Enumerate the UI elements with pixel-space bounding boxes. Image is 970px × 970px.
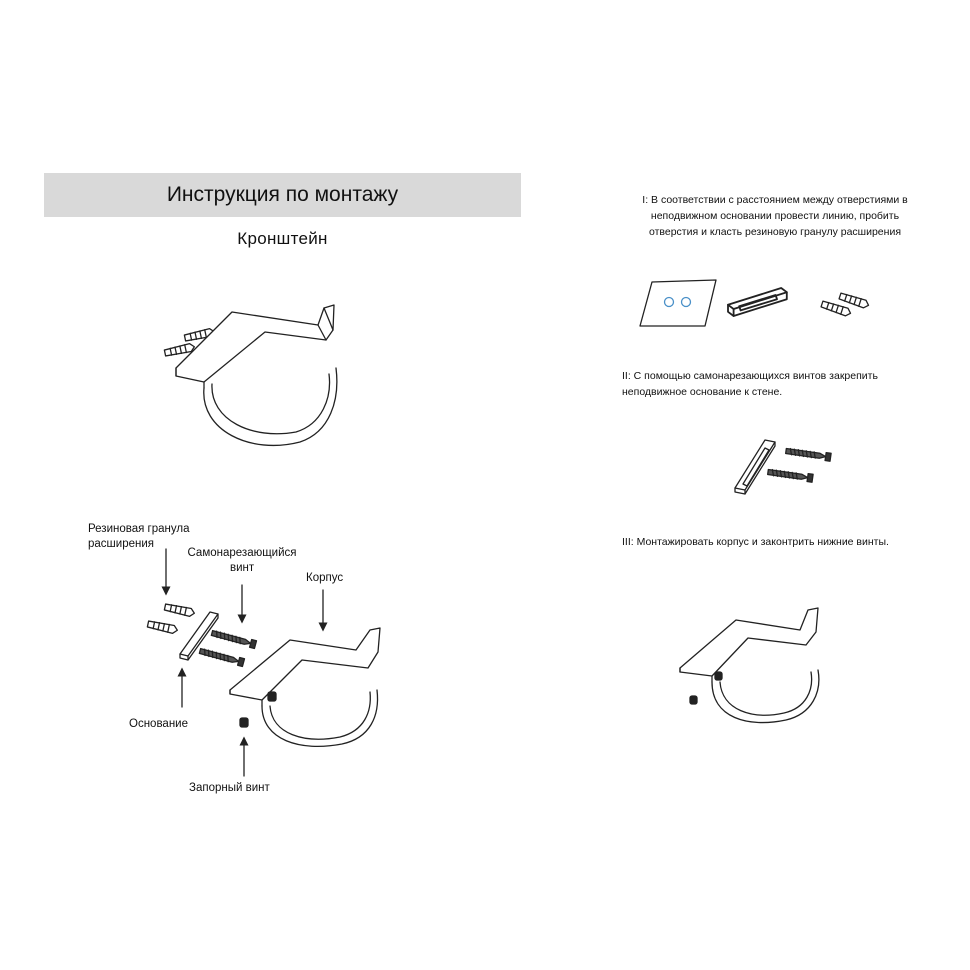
- label-base: Основание: [129, 718, 188, 730]
- label-body: Корпус: [306, 572, 344, 584]
- step-1-line2: неподвижном основании провести линию, пробить: [650, 210, 900, 222]
- exploded-anchor-1: [164, 603, 195, 617]
- step-1-line3: отверстия и класть резиновую гранулу расширения: [648, 226, 901, 238]
- exploded-view-illustration: [147, 549, 380, 776]
- exploded-screw-1: [211, 629, 257, 648]
- step-3-illustration: [680, 608, 819, 723]
- label-rubber-anchor-line2: расширения: [88, 538, 154, 550]
- label-screw-line1: Самонарезающийся: [187, 547, 297, 559]
- page-subtitle: Кронштейн: [237, 229, 328, 248]
- label-rubber-anchor-line1: Резиновая гранула: [88, 523, 190, 535]
- step-2-illustration: [735, 440, 831, 494]
- lock-screw-part: [240, 718, 248, 727]
- exploded-anchor-2: [147, 620, 178, 634]
- step-1-illustration: [640, 280, 870, 326]
- label-lock-screw: Запорный винт: [189, 782, 270, 794]
- bracket-illustration: [164, 305, 337, 445]
- step-1-line1: I: В соответствии с расстоянием между отверстиями в: [642, 194, 908, 206]
- label-screw-line2: винт: [230, 562, 255, 574]
- page-title: Инструкция по монтажу: [166, 183, 399, 206]
- step-2-line1: II: С помощью самонарезающихся винтов закрепить: [622, 370, 878, 382]
- step-2-line2: неподвижное основание к стене.: [622, 386, 783, 398]
- exploded-screw-2: [199, 647, 245, 666]
- step-3-line1: III: Монтажировать корпус и законтрить нижние винты.: [622, 536, 889, 548]
